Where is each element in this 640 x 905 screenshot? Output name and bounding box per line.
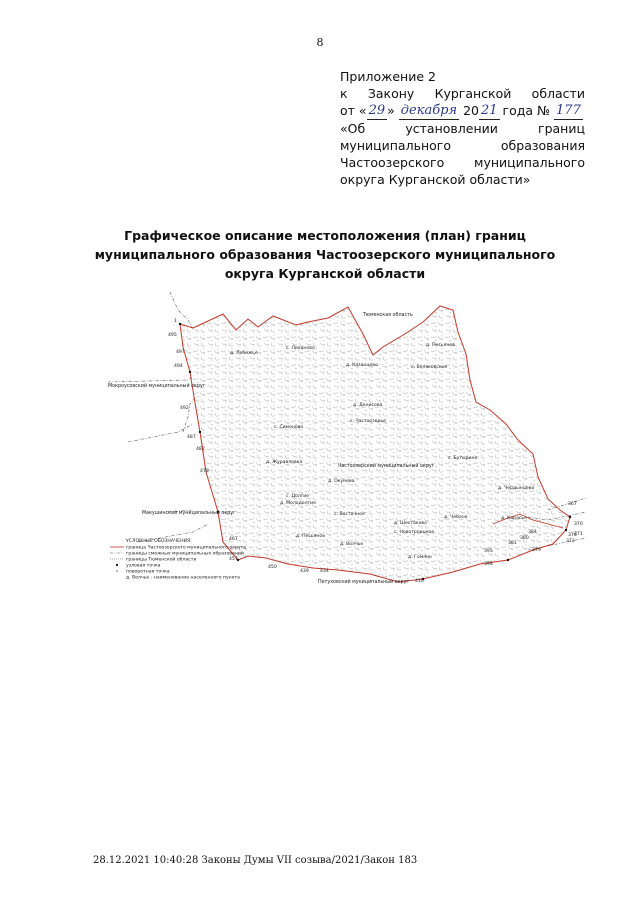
appendix-word: округа Курганской области» xyxy=(340,172,531,187)
region-label-makushino: Макушинский муниципальный округ xyxy=(142,511,236,516)
point-number: 367 xyxy=(568,502,577,507)
settlement-label: с. Симоново xyxy=(274,425,304,430)
settlement-label: д. Шестаково xyxy=(394,521,427,526)
appendix-word: » xyxy=(387,103,395,118)
appendix-line-6 xyxy=(340,154,585,171)
point-number: 376 xyxy=(568,533,577,538)
point-number: 482 xyxy=(196,447,205,452)
settlement-label: д. Казанцево xyxy=(346,363,378,368)
point-number: 450 xyxy=(268,565,277,570)
settlement-label: д. Чердынцево xyxy=(498,486,535,491)
settlement-label: д. Лебяжье xyxy=(230,351,258,356)
point-number: 371 xyxy=(574,532,583,537)
settlement-label: с. Новотроицкое xyxy=(394,530,435,535)
settlement-label: д. Денисова xyxy=(353,403,383,408)
appendix-word: «Об xyxy=(340,121,366,136)
nodal-point xyxy=(189,371,191,373)
appendix-word: образования xyxy=(500,138,585,153)
nodal-point xyxy=(179,323,181,325)
region-label-tyumen: Тюменская область xyxy=(363,313,413,318)
point-number: 372 xyxy=(566,539,575,544)
title-line-2: муниципального образования Частоозерского муниципального xyxy=(94,247,556,262)
point-number: 497 xyxy=(176,350,185,355)
region-label-mokrousovo: Мокроусовский муниципальный округ xyxy=(108,384,206,389)
point-number: 492 xyxy=(180,406,189,411)
settlement-label: с. Бутырино xyxy=(448,456,478,461)
legend-item: граница Частоозерского муниципального округа xyxy=(126,545,246,551)
appendix-line-4 xyxy=(340,120,585,137)
legend-item: границы смежных муниципальных образований xyxy=(126,551,244,557)
point-number: 410 xyxy=(415,579,424,584)
region-label-petukhovo: Петуховский муниципальный округ xyxy=(318,580,409,585)
title-line-1: Графическое описание местоположения (план) границ xyxy=(124,228,526,243)
settlement-label: с. Лиханово xyxy=(286,346,315,351)
legend-item: узловая точка xyxy=(126,563,161,569)
point-number: 467 xyxy=(229,537,238,542)
settlement-label: д. Карасье xyxy=(501,516,527,521)
point-number: 1 xyxy=(174,319,177,324)
point-number: 398 xyxy=(484,562,493,567)
document-footer: 28.12.2021 10:40:28 Законы Думы VII созыва/2021/Закон 183 xyxy=(93,855,418,866)
appendix-word: муниципального xyxy=(340,138,451,153)
appendix-word: от « xyxy=(340,103,367,118)
point-number: 381 xyxy=(508,541,517,546)
point-number: 384 xyxy=(528,530,537,535)
legend-item: границы Тюменской области xyxy=(126,557,197,563)
appendix-word: области xyxy=(531,86,585,101)
settlement-label: д. Молодолгие xyxy=(280,501,316,506)
settlement-label: д. Гомяно xyxy=(408,555,432,560)
point-number: 487 xyxy=(187,435,196,440)
date-year-handwritten: 21 xyxy=(480,103,498,118)
point-number: 439 xyxy=(300,569,309,574)
settlement-label: д. Журавлевка xyxy=(266,460,303,465)
settlement-label: с. Частоозерье xyxy=(350,419,386,424)
legend-nodal-point xyxy=(116,564,118,566)
appendix-line-3 xyxy=(340,102,585,120)
settlement-label: с. Восточное xyxy=(334,512,365,517)
appendix-word: муниципального xyxy=(474,155,585,170)
settlement-label: с. Долгие xyxy=(286,494,310,499)
point-number: 370 xyxy=(574,522,583,527)
legend-title: УСЛОВНЫЕ ОБОЗНАЧЕНИЯ: xyxy=(126,539,192,544)
settlement-label: д. Песьянов xyxy=(426,343,455,348)
nodal-point xyxy=(507,559,509,561)
point-number: 434 xyxy=(320,569,329,574)
document-title xyxy=(60,226,590,283)
title-line-3: округа Курганской области xyxy=(224,266,426,281)
appendix-line-1 xyxy=(340,68,585,85)
legend-item: поворотная точка xyxy=(126,569,170,575)
settlement-label: д. Волчье xyxy=(340,542,364,547)
appendix-line-5 xyxy=(340,137,585,154)
appendix-word: Курганской xyxy=(434,86,512,101)
appendix-word: Частоозерского xyxy=(340,155,445,170)
appendix-word: 20 xyxy=(463,103,479,118)
law-number-handwritten: 177 xyxy=(556,103,581,118)
point-number: 457 xyxy=(229,557,238,562)
appendix-word: Закону xyxy=(367,86,415,101)
page-number: 8 xyxy=(316,36,324,49)
point-number: 395 xyxy=(484,549,493,554)
nodal-point xyxy=(569,516,571,518)
point-number: 379 xyxy=(532,548,541,553)
date-day-handwritten: 29 xyxy=(368,103,386,118)
legend-turning-point xyxy=(116,570,117,571)
appendix-block xyxy=(340,68,585,188)
date-month-handwritten: декабря xyxy=(400,103,458,118)
legend-item: д. Волчье - наименование населенного пункта xyxy=(126,575,240,581)
point-number: 380 xyxy=(520,536,529,541)
appendix-word: года № xyxy=(502,103,551,118)
settlement-label: д. Чебане xyxy=(444,515,468,520)
point-number: 478 xyxy=(200,469,209,474)
settlement-label: д. Окунева xyxy=(328,479,355,484)
nodal-point xyxy=(565,529,567,531)
nodal-point xyxy=(199,431,201,433)
appendix-word: установлении xyxy=(405,121,498,136)
region-label-chastoozerye: Частоозерский муниципальный округ xyxy=(338,464,435,469)
point-number: 494 xyxy=(174,364,183,369)
boundary-map xyxy=(108,292,588,592)
settlement-label: д. Песьяное xyxy=(296,534,326,539)
appendix-line-2 xyxy=(340,85,585,102)
settlement-label: с. Беляковское xyxy=(411,365,448,370)
appendix-word: к xyxy=(340,86,348,101)
appendix-line-7 xyxy=(340,171,585,188)
appendix-title: Приложение 2 xyxy=(340,69,436,84)
appendix-word: границ xyxy=(538,121,585,136)
point-number: 495 xyxy=(168,333,177,338)
